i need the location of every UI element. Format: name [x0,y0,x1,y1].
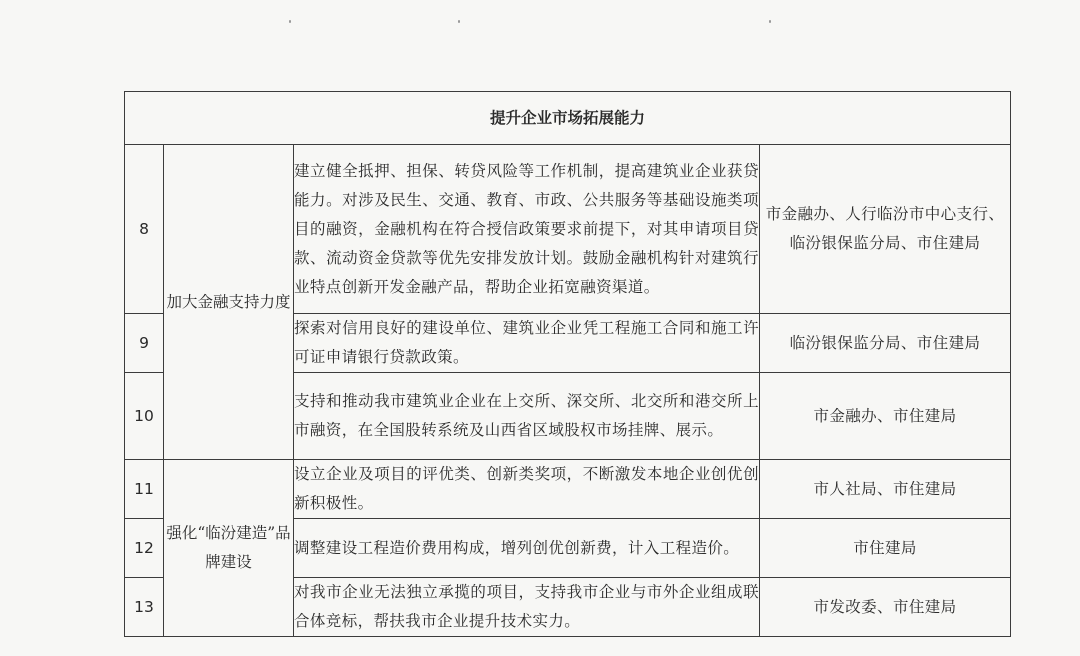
category-cell-finance: 加大金融支持力度 [164,145,294,460]
row-number: 10 [125,373,164,460]
measure-content: 探索对信用良好的建设单位、建筑业企业凭工程施工合同和施工许可证申请银行贷款政策。 [294,314,760,373]
scan-speck [769,20,771,23]
table-row [125,145,1011,314]
row-number: 11 [125,460,164,519]
responsible-dept: 市金融办、市住建局 [760,373,1011,460]
row-number: 12 [125,519,164,578]
row-number: 9 [125,314,164,373]
responsible-dept: 市金融办、人行临汾市中心支行、临汾银保监分局、市住建局 [760,145,1011,314]
row-number: 8 [125,145,164,314]
measure-content: 建立健全抵押、担保、转贷风险等工作机制，提高建筑业企业获贷能力。对涉及民生、交通、教育、市政、公共服务等基础设施类项目的融资，金融机构在符合授信政策要求前提下，对其申请项目贷款、流动资金贷款等优先安排发放计划。鼓励金融机构针对建筑行业特点创新开发金融产品，帮助企业拓宽融资渠道。 [294,145,760,314]
category-cell-brand: 强化“临汾建造”品牌建设 [164,460,294,637]
row-number: 13 [125,578,164,637]
measure-content: 支持和推动我市建筑业企业在上交所、深交所、北交所和港交所上市融资，在全国股转系统及山西省区域股权市场挂牌、展示。 [294,373,760,460]
section-title: 提升企业市场拓展能力 [125,92,1011,145]
responsible-dept: 市住建局 [760,519,1011,578]
section-header-row [125,92,1011,145]
scan-speck [289,20,291,23]
scan-speck [458,20,460,23]
policy-table [124,91,1011,637]
measure-content: 设立企业及项目的评优类、创新类奖项，不断激发本地企业创优创新积极性。 [294,460,760,519]
responsible-dept: 市人社局、市住建局 [760,460,1011,519]
measure-content: 调整建设工程造价费用构成，增列创优创新费，计入工程造价。 [294,519,760,578]
table-row [125,460,1011,519]
responsible-dept: 临汾银保监分局、市住建局 [760,314,1011,373]
responsible-dept: 市发改委、市住建局 [760,578,1011,637]
measure-content: 对我市企业无法独立承揽的项目，支持我市企业与市外企业组成联合体竞标，帮扶我市企业提升技术实力。 [294,578,760,637]
